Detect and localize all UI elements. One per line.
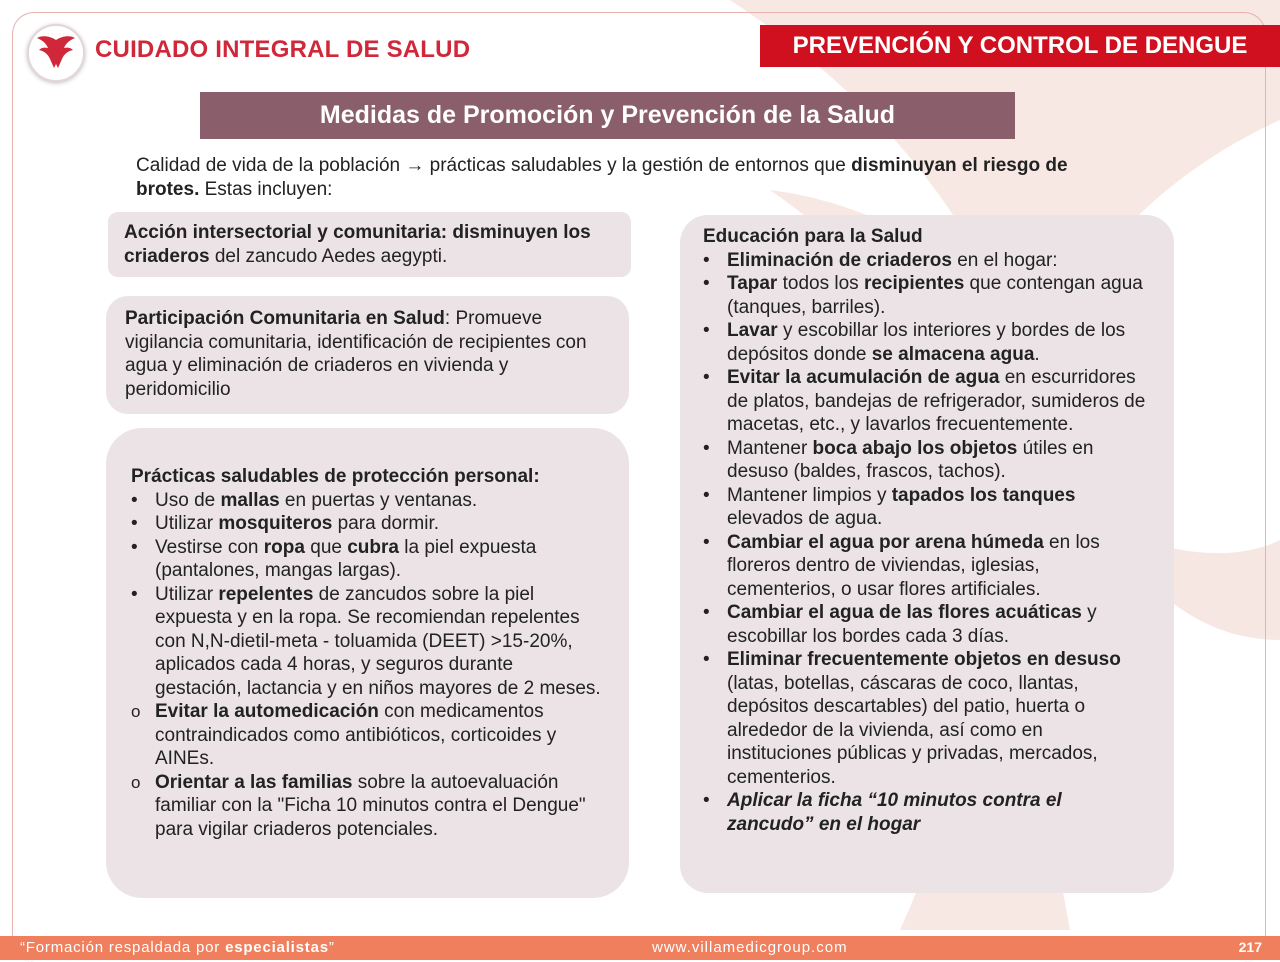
list-item: o Evitar la automedicación con medicamentos contraindicados como antibióticos, corticoides y AINEs. (131, 700, 604, 771)
footer-bar (0, 936, 1280, 960)
list-item: • Utilizar mosquiteros para dormir. (131, 512, 604, 536)
list-item: • Eliminación de criaderos en el hogar: (703, 249, 1151, 273)
list-item: • Aplicar la ficha “10 minutos contra el zancudo” en el hogar (703, 789, 1151, 836)
topic-banner: PREVENCIÓN Y CONTROL DE DENGUE (760, 25, 1280, 67)
personal-protection-list (131, 489, 604, 842)
list-item: • Lavar y escobillar los interiores y bordes de los depósitos donde se almacena agua. (703, 319, 1151, 366)
list-item: • Mantener limpios y tapados los tanques elevados de agua. (703, 484, 1151, 531)
intersectoral-action-box: Acción intersectorial y comunitaria: disminuyen los criaderos del zancudo Aedes aegypti. (108, 212, 631, 277)
health-education-box (680, 215, 1174, 893)
community-participation-box: Participación Comunitaria en Salud: Promueve vigilancia comunitaria, identificación de recipientes con agua y eliminación de criaderos en vivienda y peridomicilio (106, 296, 629, 414)
list-item: • Tapar todos los recipientes que contengan agua (tanques, barriles). (703, 272, 1151, 319)
health-education-list (703, 249, 1151, 837)
health-education-title: Educación para la Salud (703, 226, 923, 247)
list-item: • Cambiar el agua por arena húmeda en los floreros dentro de viviendas, iglesias, cementerios, o usar flores artificiales. (703, 531, 1151, 602)
list-item: • Utilizar repelentes de zancudos sobre la piel expuesta y en la ropa. Se recomiendan repelentes con N,N-dietil-meta - toluamida (DEET) >15-20%, aplicados cada 4 horas, y seguros durante gestación, lactancia y en niños mayores de 2 meses. (131, 583, 604, 701)
footer-tagline: “Formación respaldada por especialistas” (20, 939, 335, 956)
section-title: Medidas de Promoción y Prevención de la Salud (200, 92, 1015, 139)
list-item: • Vestirse con ropa que cubra la piel expuesta (pantalones, mangas largas). (131, 536, 604, 583)
intro-text: Calidad de vida de la población → prácticas saludables y la gestión de entornos que disminuyan el riesgo de brotes. Estas incluyen: (136, 155, 1068, 200)
brand-name: CUIDADO INTEGRAL DE SALUD (95, 36, 471, 63)
list-item: • Eliminar frecuentemente objetos en desuso (latas, botellas, cáscaras de coco, llantas, depósitos descartables) del patio, huerta o alrededor de la vivienda, así como en instituciones públicas y privadas, mercados, cementerios. (703, 648, 1151, 789)
personal-protection-box (106, 428, 629, 898)
list-item: • Cambiar el agua de las flores acuáticas y escobillar los bordes cada 3 días. (703, 601, 1151, 648)
list-item: • Mantener boca abajo los objetos útiles en desuso (baldes, frascos, tachos). (703, 437, 1151, 484)
page-number: 217 (1238, 939, 1262, 955)
list-item: • Evitar la acumulación de agua en escurridores de platos, bandejas de refrigerador, sumideros de macetas, etc., y lavarlos frecuentemente. (703, 366, 1151, 437)
list-item: o Orientar a las familias sobre la autoevaluación familiar con la "Ficha 10 minutos contra el Dengue" para vigilar criaderos potenciales. (131, 771, 604, 842)
arrow-icon: → (405, 155, 425, 176)
list-item: • Uso de mallas en puertas y ventanas. (131, 489, 604, 513)
personal-protection-title: Prácticas saludables de protección personal: (131, 466, 540, 487)
footer-url: www.villamedicgroup.com (652, 939, 848, 956)
phoenix-logo-icon (36, 34, 76, 72)
logo (27, 24, 85, 82)
